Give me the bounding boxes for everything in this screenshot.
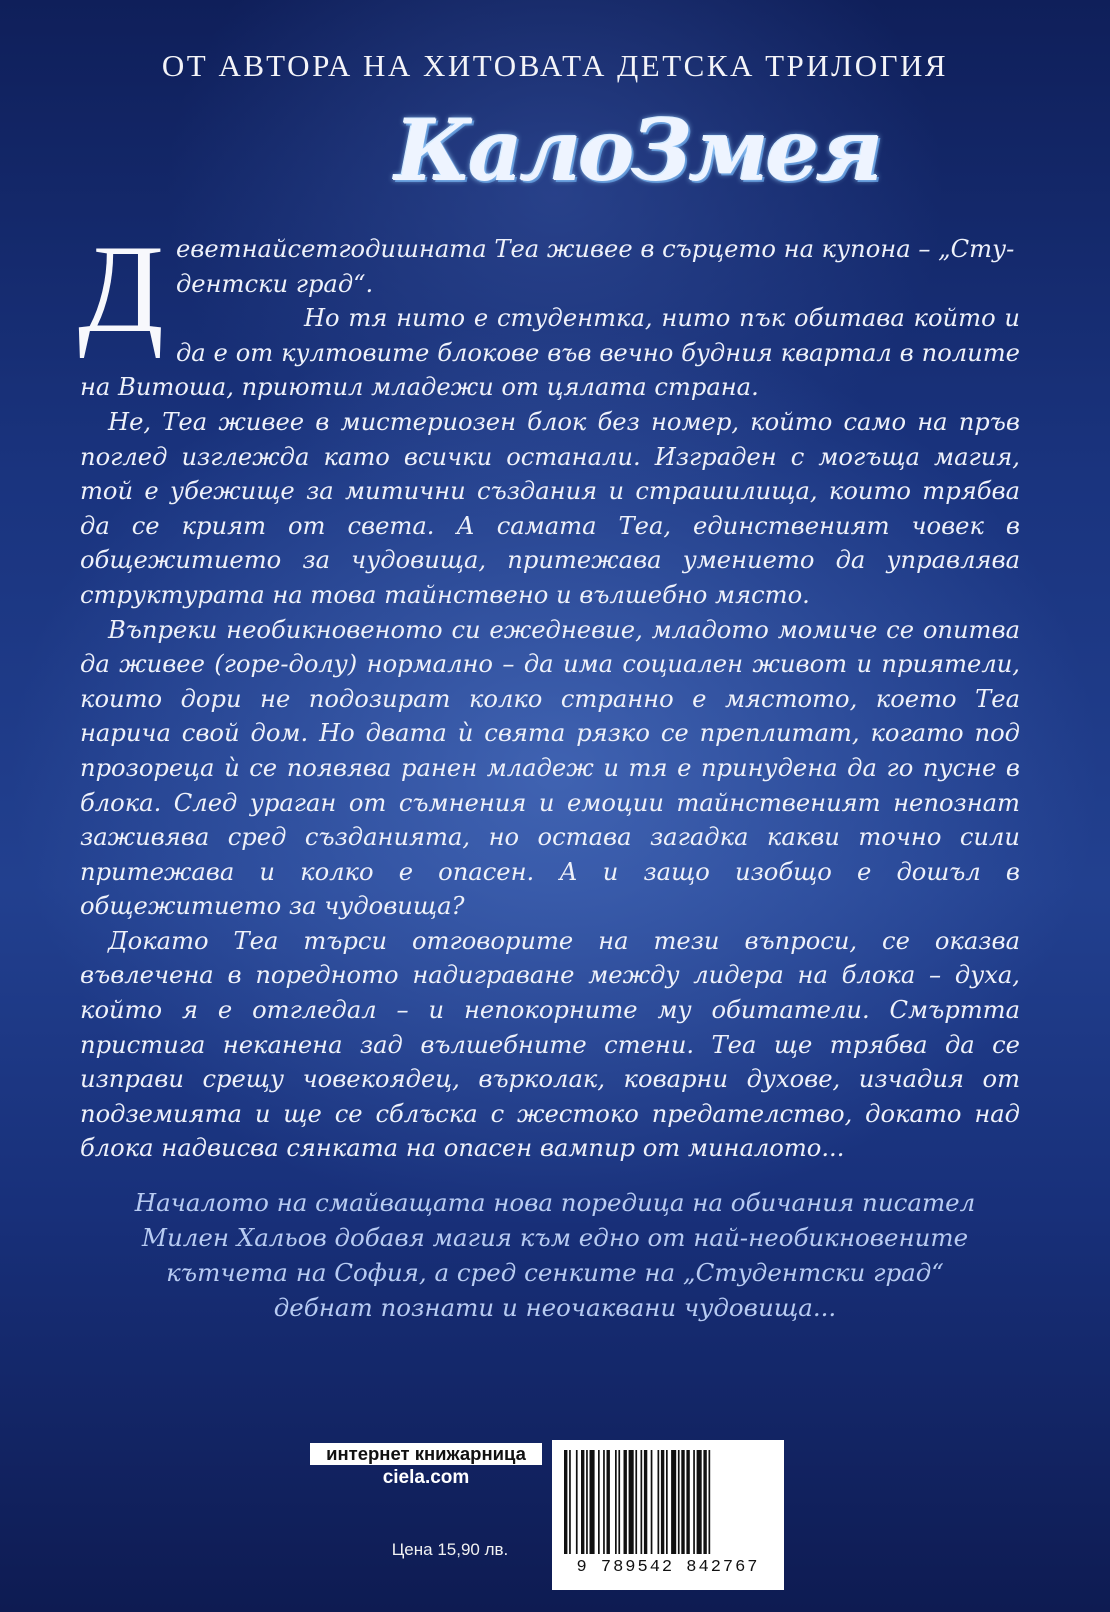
barcode-bar bbox=[590, 1450, 595, 1554]
barcode-bar bbox=[569, 1450, 571, 1554]
barcode-bar bbox=[624, 1450, 627, 1554]
barcode-bar bbox=[666, 1450, 668, 1554]
barcode-bar bbox=[686, 1450, 689, 1554]
blurb-line: кътчета на София, а сред сенките на „Студентски град“ bbox=[166, 1258, 944, 1287]
price-label: Цена 15,90 лв. bbox=[391, 1540, 509, 1559]
synopsis-paragraph-2: Но тя нито е студентка, нито пък обитава който и да е от култовите блокове във вечно будния квартал в полите на Витоша, приютил младежи от цялата страна. bbox=[80, 304, 1020, 402]
barcode-bar bbox=[681, 1450, 684, 1554]
barcode-bar bbox=[641, 1450, 643, 1554]
barcode-bar bbox=[635, 1450, 637, 1554]
barcode-bar bbox=[661, 1450, 664, 1554]
synopsis-paragraph-5: Докато Теа търси отговорите на тези въпроси, се оказва въвлечена в поредното надиграване между лидера на блока – духа, който я е отгледал – и непокорните му обитатели. Смъртта пристига неканена зад вълшебните стени. Теа ще трябва да се изправи срещу човекоядец, върколак, коварни духове, изчадия от подземията и ще се сблъска с жестоко предателство, докато над блока надвисва сянката на опасен вампир от миналото... bbox=[80, 926, 1020, 1163]
synopsis bbox=[78, 220, 1020, 1166]
barcode-bar bbox=[709, 1450, 711, 1554]
synopsis-paragraph-3: Не, Теа живее в мистериозен блок без номер, който само на пръв поглед изглежда като всички останали. Изграден с могъща магия, той е убежище за митични създания и страшилища, които трябва да се крият от света. А самата Теа, единственият човек в общежитието за чудовища, притежава умението да управлява структурата на това тайнствено и вълшебно място. bbox=[80, 407, 1020, 609]
barcode-bar bbox=[615, 1450, 617, 1554]
barcode-bar bbox=[598, 1450, 600, 1554]
barcode-bar bbox=[581, 1450, 584, 1554]
barcode-bar bbox=[651, 1450, 653, 1554]
barcode-bar bbox=[658, 1450, 660, 1554]
synopsis-opening-line: еветнайсетгодишната Теа живее в сърцето на купона – „Сту- bbox=[175, 235, 1015, 263]
barcode-bar bbox=[697, 1450, 702, 1554]
drop-cap: Д bbox=[78, 220, 164, 359]
barcode-bar bbox=[607, 1450, 610, 1554]
barcode-bar bbox=[678, 1450, 680, 1554]
barcode-bar bbox=[586, 1450, 588, 1554]
bookstore-badge bbox=[310, 1443, 542, 1501]
blurb-line: Милен Хальов добавя магия към едно от най-необикновените bbox=[141, 1223, 969, 1252]
bookstore-label: интернет книжарница bbox=[310, 1443, 542, 1465]
synopsis-paragraph-1 bbox=[78, 220, 1020, 405]
barcode-bar bbox=[644, 1450, 647, 1554]
barcode-bar bbox=[703, 1450, 706, 1554]
synopsis-opening-line-2: дентски град“. bbox=[175, 269, 374, 298]
series-logo bbox=[395, 96, 881, 206]
barcode-bars bbox=[564, 1450, 772, 1554]
barcode-bar bbox=[564, 1450, 567, 1554]
barcode-bar bbox=[693, 1450, 695, 1554]
bookstore-url: ciela.com bbox=[382, 1467, 470, 1488]
barcode-bar bbox=[603, 1450, 605, 1554]
barcode-digits: 9 789542 842767 bbox=[576, 1558, 760, 1577]
series-logo-lettering: КалоЗмея bbox=[395, 101, 881, 200]
barcode-bar bbox=[576, 1450, 578, 1554]
blurb-line: дебнат познати и неочаквани чудовища... bbox=[273, 1293, 837, 1322]
barcode-bar bbox=[618, 1450, 620, 1554]
publisher-blurb bbox=[120, 1185, 990, 1325]
synopsis-paragraph-4: Въпреки необикновеното си ежедневие, младото момиче се опитва да живее (горе-долу) нормално – да има социален живот и приятели, които дори не подозират колко странно е мястото, което Теа нарича свой дом. Но двата ѝ свята рязко се преплитат, когато под прозореца ѝ се появява ранен младеж и тя е принудена да го пусне в блока. След ураган от съмнения и емоции тайнственият непознат заживява сред създанията, но остава загадка какви точно сили притежава и колко е опасен. А и защо изобщо е дошъл в общежитието за чудовища? bbox=[80, 615, 1020, 921]
barcode-bar bbox=[671, 1450, 676, 1554]
blurb-line: Началото на смайващата нова поредица на обичания писател bbox=[134, 1188, 976, 1217]
isbn-barcode bbox=[552, 1440, 784, 1590]
barcode-bar bbox=[629, 1450, 634, 1554]
series-tagline: ОТ АВТОРА НА ХИТОВАТА ДЕТСКА ТРИЛОГИЯ bbox=[161, 48, 949, 83]
